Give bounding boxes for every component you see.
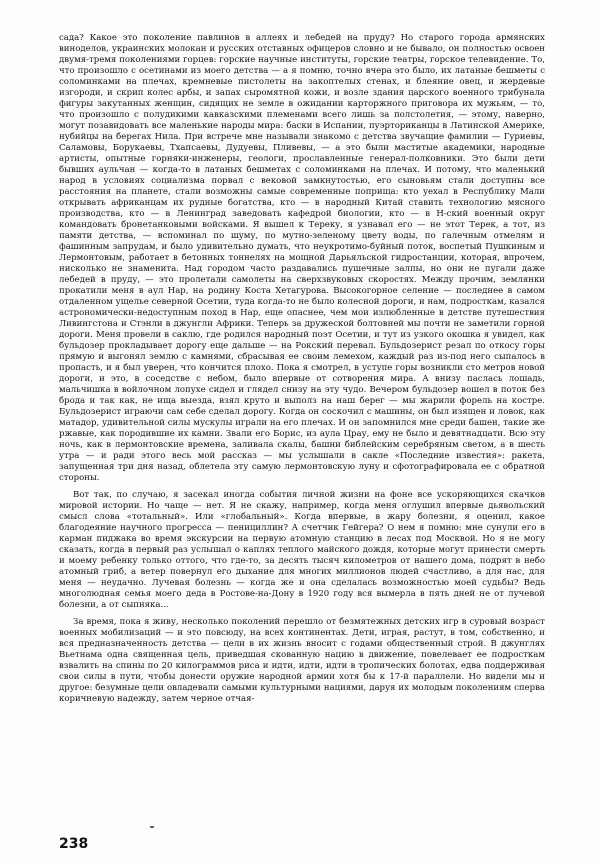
- print-speck: [150, 826, 154, 828]
- paragraph-2: Вот так, по случаю, я засекал иногда события личной жизни на фоне все ускоряющихся скачков мировой истории. Но чаще — нет. Я не скажу, например, когда меня оглушил впервые дьявольский смысл слова «тотальный». Или «глобальный». Когда впервые, в жару болезни, я оценил, какое благодеяние научного прогресса — пенициллин? А счетчик Гейгера? О нем я помню: мне сунули его в карман пиджака во время экскурсии на первую атомную станцию в лесах под Москвой. Но я не могу сказать, когда в первый раз услышал о каплях теплого майского дождя, которые могут принести смерть и моему ребенку только оттого, что где-то, за десять тысяч километров от нашего дома, подрят в небо атомный гриб, а ветер повернул его дыхание для многих миллионов людей счастливо, а для нас, для меня — неудачно. Лучевая болезнь — когда же и она сделалась возможностью моей судьбы? Ведь многолюдная семья моего деда в Ростове-на-Дону в 1920 году вся вымерла в пять дней не от лучевой болезни, а от сыпняка...: [59, 490, 545, 610]
- page-number: 238: [59, 836, 89, 852]
- paragraph-1: сада? Какое это поколение павлинов в аллеях и лебедей на пруду? Но старого города армянских виноделов, украинских молокан и русских отставных офицеров словно и не бывало, он полностью освоен двумя-тремя поколениями горцев: горские научные институты, горские театры, горское телевидение. То, что произошло с осетинами из моего детства — а я помню, точно вчера это было, их латаные бешметы с соломинками на плечах, кремневые пистолеты на закоптелых стенах, и блеяние овец, и жердевые изгороди, и скрип колес арбы, и запах сыромятной кожи, и возле здания царского военного трибунала фигуры закутанных женщин, сидящих не земле в ожидании карторжного приговора их мужьям, — то, что произошло с полудикими кавказскими племенами всего лишь за полстолетия, — этому, наверно, могут позавидовать все маленькие народы мира: баски в Испании, пуэрториканцы в Латинской Америке, нубийцы на берегах Нила. При встрече мне называли знакомо с детства звучащие фамилии — Гуриевы, Саламовы, Борукаевы, Тхапсаевы, Дудуевы, Пливевы, — а это были маститые академики, народные артисты, опытные горняки-инженеры, геологи, прославленные генерал-полковники. Это были дети бывших аульчан — когда-то в латаных бешметах с соломинками на плечах. И потому, что маленький народ в условиях социализма порвал с вековой замкнутостью, его сыновьям стали доступны все расстояния на планете, стали возможны самые современные поприща: кто уехал в Республику Мали открывать африканцам их рудные богатства, кто — в народный Китай ставить технологию мясного производства, кто — в Ленинград заведовать кафедрой биологии, кто — в Н-ский военный округ командовать бронетанковыми войсками. Я вышел к Тереку, я узнавал его — не этот Терек, а тот, из памяти детства, — вспоминал по шуму, по мутно-зеленому цвету воды, по галечным отмелям и фашинным запрудам, и было удивительно думать, что неукротимо-буйный поток, воспетый Пушкиным и Лермонтовым, работает в бетонных тоннелях на мощной Дарьяльской гидростанции, которая, впрочем, нисколько не знаменита. Над городом часто раздавались пушечные залпы, но они не пугали даже лебедей в пруду, — это пролетали самолеты на сверхзвуковых скоростях. Между прочим, землянки прокатили меня в аул Нар, на родину Коста Хетагурова. Высокогорное селение — последнее в самом отдаленном ущелье северной Осетии, туда когда-то не было колесной дороги, и нам, подросткам, казался астрономически-недоступным поход в Нар, еще опаснее, чем мои излюбленные в детстве путешествия Ливингстона и Стэнли в джунгли Африки. Теперь за дружеской болтовней мы почти не заметили горной дороги. Меня провели в саклю, где родился народный поэт Осетии, и тут из узкого окошка я увидел, как бульдозер прокладывает дорогу еще дальше — на Рокский перевал. Бульдозерист резал по откосу горы прямую и выгонял землю с камнями, сбрасывая ее своим лемехом, каждый раз из-под него сыпалось в пропасть, и я был уверен, что кончится плохо. Пока я смотрел, в уступе горы возникли сто метров новой дороги, и это, в соседстве с небом, было впервые от сотворения мира. А внизу паслась лошадь, мальчишка в войлочном лопухе сидел и глядел снизу на эту чудо. Вечером бульдозер вошел в поток без брода и так как, не ища выезда, взял круто и выполз на наш берег — мы жарили форель на костре. Бульдозерист играючи сам себе сделал дорогу. Когда он соскочил с машины, он был изящен и ловок, как матадор, удивительной силы мускулы играли на его плечах. И он запомнился мне среди башен, такие же ржавые, как породившие их камни. Звали его Борис, из аула Црау, ему не было и девятнадцати. Всю эту ночь, как в лермонтовские времена, заливала скалы, башни библейским серебряным светом, а в шесть утра — и ради этого весь мой рассказ — мы услышали в сакле «Последние известия»: ракета, запущенная три дня назад, облетела эту самую лермонтовскую луну и сфотографировала ее с обратной стороны.: [59, 33, 545, 483]
- paragraph-3: За время, пока я живу, несколько поколений перешло от безмятежных детских игр в суровый возраст военных мобилизаций — и это повсюду, на всех континентах. Дети, играя, растут, в том, собственно, и вся предназначенность детства — цели в их жизнь вносит с годами общественный строй. В джунглях Вьетнама одна священная цель, приведшая скованную нацию в движение, повелевает ее подросткам взвалить на спины по 20 килограммов риса и идти, идти, идти в тропических болотах, едва поддерживая свои силы в пути, чтобы донести оружие народной армии хотя бы к 17-й параллели. Но видели мы и другое: безумные цели овладевали самыми культурными нациями, даруя их молодым поколениям сперва коричневую надежду, затем черное отчая-: [59, 617, 545, 704]
- main-text-column: [59, 33, 545, 705]
